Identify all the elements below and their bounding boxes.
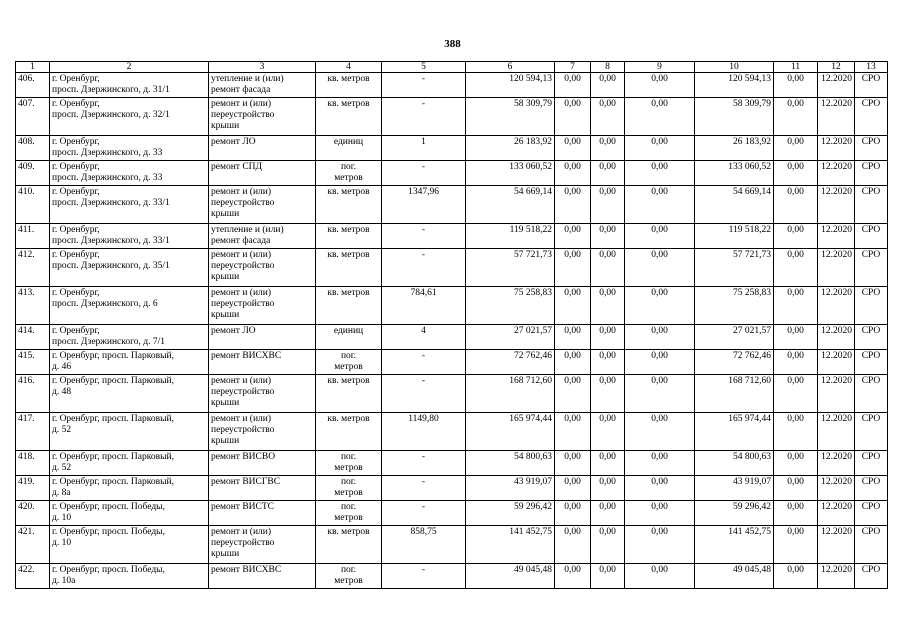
- column-number-header: 6: [466, 62, 555, 73]
- fund-cell: 0,00: [625, 186, 695, 224]
- table-row: [16, 325, 888, 350]
- quantity-cell: 858,75: [382, 526, 466, 564]
- owners-funds-cell: 26 183,92: [695, 136, 774, 161]
- total-cost-cell: 141 452,75: [466, 526, 555, 564]
- owners-funds-cell: 75 258,83: [695, 287, 774, 325]
- unit-cell: кв. метров: [316, 224, 382, 249]
- fund-cell: 0,00: [625, 249, 695, 287]
- fund-cell: 0,00: [555, 476, 591, 501]
- executor-cell: СРО: [855, 375, 888, 413]
- total-cost-cell: 43 919,07: [466, 476, 555, 501]
- address-cell: г. Оренбург, просп. Дзержинского, д. 6: [50, 287, 209, 325]
- fund-cell: 0,00: [625, 350, 695, 375]
- unit-cell: кв. метров: [316, 98, 382, 136]
- total-cost-cell: 168 712,60: [466, 375, 555, 413]
- unit-cell: единиц: [316, 325, 382, 350]
- address-cell: г. Оренбург, просп. Парковый, д. 48: [50, 375, 209, 413]
- fund-cell: 0,00: [625, 161, 695, 186]
- executor-cell: СРО: [855, 413, 888, 451]
- address-cell: г. Оренбург, просп. Парковый, д. 8а: [50, 476, 209, 501]
- owners-funds-cell: 119 518,22: [695, 224, 774, 249]
- deadline-cell: 12.2020: [818, 249, 855, 287]
- total-cost-cell: 49 045,48: [466, 564, 555, 589]
- fund-cell: 0,00: [591, 224, 625, 249]
- executor-cell: СРО: [855, 564, 888, 589]
- total-cost-cell: 59 296,42: [466, 501, 555, 526]
- deadline-cell: 12.2020: [818, 136, 855, 161]
- fund-cell: 0,00: [555, 325, 591, 350]
- fund-cell: 0,00: [774, 375, 818, 413]
- total-cost-cell: 57 721,73: [466, 249, 555, 287]
- fund-cell: 0,00: [555, 375, 591, 413]
- row-number: 406.: [16, 73, 50, 98]
- executor-cell: СРО: [855, 526, 888, 564]
- column-number-header: 12: [818, 62, 855, 73]
- total-cost-cell: 27 021,57: [466, 325, 555, 350]
- address-cell: г. Оренбург, просп. Дзержинского, д. 33: [50, 161, 209, 186]
- work-type-cell: ремонт ВИСХВС: [209, 564, 316, 589]
- address-cell: г. Оренбург, просп. Дзержинского, д. 33: [50, 136, 209, 161]
- work-type-cell: ремонт и (или) переустройство крыши: [209, 287, 316, 325]
- unit-cell: пог. метров: [316, 501, 382, 526]
- work-type-cell: ремонт ВИСГВС: [209, 476, 316, 501]
- work-type-cell: ремонт ВИСТС: [209, 501, 316, 526]
- row-number: 421.: [16, 526, 50, 564]
- quantity-cell: 1347,96: [382, 186, 466, 224]
- fund-cell: 0,00: [774, 451, 818, 476]
- table-row: [16, 413, 888, 451]
- column-number-header: 8: [591, 62, 625, 73]
- executor-cell: СРО: [855, 98, 888, 136]
- work-type-cell: ремонт и (или) переустройство крыши: [209, 413, 316, 451]
- address-cell: г. Оренбург, просп. Парковый, д. 52: [50, 451, 209, 476]
- deadline-cell: 12.2020: [818, 186, 855, 224]
- fund-cell: 0,00: [774, 350, 818, 375]
- deadline-cell: 12.2020: [818, 451, 855, 476]
- address-cell: г. Оренбург, просп. Дзержинского, д. 33/1: [50, 186, 209, 224]
- total-cost-cell: 75 258,83: [466, 287, 555, 325]
- fund-cell: 0,00: [625, 287, 695, 325]
- executor-cell: СРО: [855, 186, 888, 224]
- work-type-cell: ремонт и (или) переустройство крыши: [209, 249, 316, 287]
- work-type-cell: ремонт и (или) переустройство крыши: [209, 186, 316, 224]
- executor-cell: СРО: [855, 325, 888, 350]
- total-cost-cell: 72 762,46: [466, 350, 555, 375]
- quantity-cell: -: [382, 476, 466, 501]
- owners-funds-cell: 133 060,52: [695, 161, 774, 186]
- deadline-cell: 12.2020: [818, 501, 855, 526]
- executor-cell: СРО: [855, 161, 888, 186]
- work-type-cell: ремонт и (или) переустройство крыши: [209, 526, 316, 564]
- deadline-cell: 12.2020: [818, 325, 855, 350]
- fund-cell: 0,00: [555, 161, 591, 186]
- fund-cell: 0,00: [774, 186, 818, 224]
- address-cell: г. Оренбург, просп. Парковый, д. 46: [50, 350, 209, 375]
- address-cell: г. Оренбург, просп. Победы, д. 10а: [50, 564, 209, 589]
- fund-cell: 0,00: [625, 564, 695, 589]
- quantity-cell: -: [382, 564, 466, 589]
- fund-cell: 0,00: [555, 451, 591, 476]
- fund-cell: 0,00: [591, 526, 625, 564]
- unit-cell: кв. метров: [316, 413, 382, 451]
- executor-cell: СРО: [855, 224, 888, 249]
- owners-funds-cell: 57 721,73: [695, 249, 774, 287]
- table-body: [16, 73, 888, 589]
- row-number: 412.: [16, 249, 50, 287]
- fund-cell: 0,00: [774, 224, 818, 249]
- fund-cell: 0,00: [591, 249, 625, 287]
- owners-funds-cell: 27 021,57: [695, 325, 774, 350]
- row-number: 419.: [16, 476, 50, 501]
- fund-cell: 0,00: [774, 501, 818, 526]
- column-number-header: 7: [555, 62, 591, 73]
- quantity-cell: -: [382, 350, 466, 375]
- address-cell: г. Оренбург, просп. Дзержинского, д. 7/1: [50, 325, 209, 350]
- deadline-cell: 12.2020: [818, 476, 855, 501]
- work-type-cell: ремонт ЛО: [209, 136, 316, 161]
- fund-cell: 0,00: [774, 476, 818, 501]
- quantity-cell: -: [382, 249, 466, 287]
- quantity-cell: 4: [382, 325, 466, 350]
- total-cost-cell: 54 800,63: [466, 451, 555, 476]
- table-row: [16, 249, 888, 287]
- address-cell: г. Оренбург, просп. Дзержинского, д. 32/1: [50, 98, 209, 136]
- column-number-header: 3: [209, 62, 316, 73]
- total-cost-cell: 165 974,44: [466, 413, 555, 451]
- address-cell: г. Оренбург, просп. Дзержинского, д. 31/1: [50, 73, 209, 98]
- deadline-cell: 12.2020: [818, 98, 855, 136]
- table-row: [16, 526, 888, 564]
- quantity-cell: -: [382, 451, 466, 476]
- fund-cell: 0,00: [774, 136, 818, 161]
- table-row: [16, 350, 888, 375]
- owners-funds-cell: 120 594,13: [695, 73, 774, 98]
- fund-cell: 0,00: [774, 564, 818, 589]
- unit-cell: пог. метров: [316, 476, 382, 501]
- fund-cell: 0,00: [774, 98, 818, 136]
- fund-cell: 0,00: [591, 186, 625, 224]
- row-number: 410.: [16, 186, 50, 224]
- executor-cell: СРО: [855, 249, 888, 287]
- table-row: [16, 476, 888, 501]
- row-number: 417.: [16, 413, 50, 451]
- fund-cell: 0,00: [591, 350, 625, 375]
- quantity-cell: 784,61: [382, 287, 466, 325]
- fund-cell: 0,00: [555, 287, 591, 325]
- table-row: [16, 186, 888, 224]
- fund-cell: 0,00: [591, 73, 625, 98]
- total-cost-cell: 133 060,52: [466, 161, 555, 186]
- fund-cell: 0,00: [774, 325, 818, 350]
- fund-cell: 0,00: [591, 136, 625, 161]
- table-row: [16, 501, 888, 526]
- owners-funds-cell: 168 712,60: [695, 375, 774, 413]
- table-row: [16, 224, 888, 249]
- owners-funds-cell: 43 919,07: [695, 476, 774, 501]
- fund-cell: 0,00: [555, 413, 591, 451]
- row-number: 420.: [16, 501, 50, 526]
- row-number: 413.: [16, 287, 50, 325]
- table-row: [16, 564, 888, 589]
- deadline-cell: 12.2020: [818, 161, 855, 186]
- column-number-header: 1: [16, 62, 50, 73]
- column-number-header: 11: [774, 62, 818, 73]
- executor-cell: СРО: [855, 350, 888, 375]
- table-row: [16, 375, 888, 413]
- column-number-header: 10: [695, 62, 774, 73]
- owners-funds-cell: 59 296,42: [695, 501, 774, 526]
- executor-cell: СРО: [855, 136, 888, 161]
- fund-cell: 0,00: [625, 224, 695, 249]
- deadline-cell: 12.2020: [818, 564, 855, 589]
- work-type-cell: ремонт ЛО: [209, 325, 316, 350]
- row-number: 415.: [16, 350, 50, 375]
- executor-cell: СРО: [855, 501, 888, 526]
- fund-cell: 0,00: [625, 451, 695, 476]
- address-cell: г. Оренбург, просп. Парковый, д. 52: [50, 413, 209, 451]
- fund-cell: 0,00: [555, 350, 591, 375]
- fund-cell: 0,00: [625, 375, 695, 413]
- deadline-cell: 12.2020: [818, 287, 855, 325]
- fund-cell: 0,00: [555, 224, 591, 249]
- column-number-row: [16, 62, 888, 73]
- fund-cell: 0,00: [591, 564, 625, 589]
- unit-cell: кв. метров: [316, 287, 382, 325]
- deadline-cell: 12.2020: [818, 224, 855, 249]
- work-type-cell: ремонт СПД: [209, 161, 316, 186]
- fund-cell: 0,00: [625, 325, 695, 350]
- quantity-cell: -: [382, 161, 466, 186]
- fund-cell: 0,00: [555, 526, 591, 564]
- executor-cell: СРО: [855, 287, 888, 325]
- work-type-cell: утепление и (или) ремонт фасада: [209, 73, 316, 98]
- fund-cell: 0,00: [625, 413, 695, 451]
- table-row: [16, 98, 888, 136]
- column-number-header: 2: [50, 62, 209, 73]
- total-cost-cell: 26 183,92: [466, 136, 555, 161]
- fund-cell: 0,00: [774, 526, 818, 564]
- deadline-cell: 12.2020: [818, 526, 855, 564]
- fund-cell: 0,00: [591, 325, 625, 350]
- table-row: [16, 287, 888, 325]
- fund-cell: 0,00: [591, 161, 625, 186]
- page-number: 388: [444, 38, 461, 50]
- unit-cell: пог. метров: [316, 161, 382, 186]
- executor-cell: СРО: [855, 451, 888, 476]
- quantity-cell: -: [382, 501, 466, 526]
- quantity-cell: -: [382, 375, 466, 413]
- table-row: [16, 136, 888, 161]
- address-cell: г. Оренбург, просп. Победы, д. 10: [50, 526, 209, 564]
- fund-cell: 0,00: [625, 526, 695, 564]
- fund-cell: 0,00: [555, 73, 591, 98]
- fund-cell: 0,00: [625, 98, 695, 136]
- work-type-cell: ремонт ВИСХВС: [209, 350, 316, 375]
- row-number: 422.: [16, 564, 50, 589]
- row-number: 408.: [16, 136, 50, 161]
- fund-cell: 0,00: [774, 161, 818, 186]
- fund-cell: 0,00: [774, 249, 818, 287]
- owners-funds-cell: 165 974,44: [695, 413, 774, 451]
- row-number: 414.: [16, 325, 50, 350]
- unit-cell: пог. метров: [316, 564, 382, 589]
- table-row: [16, 451, 888, 476]
- quantity-cell: 1149,80: [382, 413, 466, 451]
- work-type-cell: утепление и (или) ремонт фасада: [209, 224, 316, 249]
- executor-cell: СРО: [855, 476, 888, 501]
- deadline-cell: 12.2020: [818, 350, 855, 375]
- quantity-cell: -: [382, 224, 466, 249]
- row-number: 416.: [16, 375, 50, 413]
- fund-cell: 0,00: [555, 136, 591, 161]
- fund-cell: 0,00: [591, 413, 625, 451]
- deadline-cell: 12.2020: [818, 375, 855, 413]
- column-number-header: 4: [316, 62, 382, 73]
- quantity-cell: -: [382, 73, 466, 98]
- row-number: 407.: [16, 98, 50, 136]
- table-row: [16, 73, 888, 98]
- fund-cell: 0,00: [591, 287, 625, 325]
- fund-cell: 0,00: [555, 501, 591, 526]
- unit-cell: пог. метров: [316, 451, 382, 476]
- table-row: [16, 161, 888, 186]
- unit-cell: кв. метров: [316, 249, 382, 287]
- row-number: 418.: [16, 451, 50, 476]
- deadline-cell: 12.2020: [818, 413, 855, 451]
- unit-cell: кв. метров: [316, 526, 382, 564]
- work-type-cell: ремонт и (или) переустройство крыши: [209, 98, 316, 136]
- fund-cell: 0,00: [625, 476, 695, 501]
- fund-cell: 0,00: [774, 73, 818, 98]
- address-cell: г. Оренбург, просп. Дзержинского, д. 33/1: [50, 224, 209, 249]
- owners-funds-cell: 58 309,79: [695, 98, 774, 136]
- quantity-cell: -: [382, 98, 466, 136]
- unit-cell: единиц: [316, 136, 382, 161]
- owners-funds-cell: 72 762,46: [695, 350, 774, 375]
- fund-cell: 0,00: [555, 98, 591, 136]
- unit-cell: пог. метров: [316, 350, 382, 375]
- owners-funds-cell: 49 045,48: [695, 564, 774, 589]
- fund-cell: 0,00: [591, 375, 625, 413]
- fund-cell: 0,00: [555, 564, 591, 589]
- work-type-cell: ремонт ВИСВО: [209, 451, 316, 476]
- address-cell: г. Оренбург, просп. Дзержинского, д. 35/1: [50, 249, 209, 287]
- fund-cell: 0,00: [555, 249, 591, 287]
- unit-cell: кв. метров: [316, 186, 382, 224]
- column-number-header: 5: [382, 62, 466, 73]
- fund-cell: 0,00: [591, 501, 625, 526]
- column-number-header: 13: [855, 62, 888, 73]
- owners-funds-cell: 54 669,14: [695, 186, 774, 224]
- owners-funds-cell: 54 800,63: [695, 451, 774, 476]
- work-type-cell: ремонт и (или) переустройство крыши: [209, 375, 316, 413]
- owners-funds-cell: 141 452,75: [695, 526, 774, 564]
- fund-cell: 0,00: [591, 476, 625, 501]
- repair-register-table: [15, 61, 888, 589]
- fund-cell: 0,00: [591, 98, 625, 136]
- deadline-cell: 12.2020: [818, 73, 855, 98]
- total-cost-cell: 58 309,79: [466, 98, 555, 136]
- address-cell: г. Оренбург, просп. Победы, д. 10: [50, 501, 209, 526]
- fund-cell: 0,00: [555, 186, 591, 224]
- total-cost-cell: 120 594,13: [466, 73, 555, 98]
- fund-cell: 0,00: [774, 287, 818, 325]
- fund-cell: 0,00: [625, 501, 695, 526]
- fund-cell: 0,00: [625, 73, 695, 98]
- row-number: 411.: [16, 224, 50, 249]
- fund-cell: 0,00: [591, 451, 625, 476]
- row-number: 409.: [16, 161, 50, 186]
- unit-cell: кв. метров: [316, 73, 382, 98]
- total-cost-cell: 119 518,22: [466, 224, 555, 249]
- fund-cell: 0,00: [625, 136, 695, 161]
- executor-cell: СРО: [855, 73, 888, 98]
- unit-cell: кв. метров: [316, 375, 382, 413]
- quantity-cell: 1: [382, 136, 466, 161]
- total-cost-cell: 54 669,14: [466, 186, 555, 224]
- column-number-header: 9: [625, 62, 695, 73]
- fund-cell: 0,00: [774, 413, 818, 451]
